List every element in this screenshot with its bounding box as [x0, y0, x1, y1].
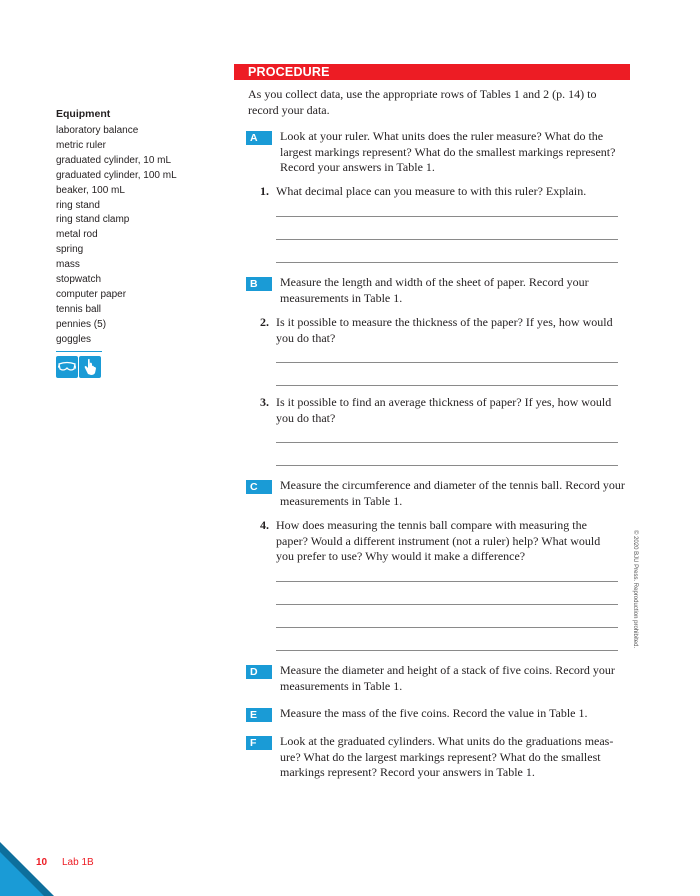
step-text-d: Measure the diameter and height of a stack of five coins. Record your measurements in Table 1. [280, 663, 615, 693]
answer-line[interactable] [276, 216, 618, 217]
step-text-e: Measure the mass of the five coins. Record the value in Table 1. [280, 706, 588, 720]
answer-line[interactable] [276, 627, 618, 628]
answer-line[interactable] [276, 604, 618, 605]
equipment-item: metal rod [56, 229, 98, 241]
goggles-icon [56, 356, 78, 378]
step-badge-e: E [246, 708, 272, 722]
equipment-item: pennies (5) [56, 318, 107, 330]
equipment-item: graduated cylinder, 10 mL [56, 154, 172, 166]
question-text-3: Is it possible to find an average thickness of paper? If yes, how would you do that? [276, 395, 612, 425]
question-text-1: What decimal place can you measure to with this ruler? Explain. [276, 184, 587, 198]
procedure-header [234, 64, 630, 80]
equipment-title: Equipment [56, 108, 111, 120]
question-number-3: 3. [260, 395, 269, 409]
step-text-c: Measure the circumference and diameter of the tennis ball. Record your measurements in Table 1. [280, 478, 625, 508]
question-text-4: How does measuring the tennis ball compare with measuring the paper? Would a different instrument (not a ruler) help? What would you prefer to use? Why would it make a difference? [276, 518, 601, 564]
equipment-sidebar [56, 108, 186, 378]
lab-label: Lab 1B [62, 857, 94, 868]
question-number-1: 1. [260, 184, 269, 198]
answer-line[interactable] [276, 465, 618, 466]
step-text-a: Look at your ruler. What units does the ruler measure? What do the largest markings represent? What do the smallest markings represent? Record your answers in Table 1. [280, 129, 616, 175]
equipment-item: computer paper [56, 288, 127, 300]
answer-line[interactable] [276, 442, 618, 443]
step-badge-c: C [246, 480, 272, 494]
answer-line[interactable] [276, 262, 618, 263]
equipment-item: graduated cylinder, 100 mL [56, 169, 177, 181]
step-badge-a: A [246, 131, 272, 145]
question-number-4: 4. [260, 518, 269, 532]
equipment-item: goggles [56, 333, 92, 345]
equipment-item: tennis ball [56, 303, 102, 315]
step-text-f: Look at the graduated cylinders. What units do the graduations meas-ure? What do the largest markings represent? What do the smallest markings represent? Record your answers in Table 1. [280, 734, 614, 780]
answer-line[interactable] [276, 581, 618, 582]
equipment-item: ring stand [56, 199, 100, 211]
answer-line[interactable] [276, 650, 618, 651]
equipment-item: ring stand clamp [56, 214, 130, 226]
equipment-item: beaker, 100 mL [56, 184, 125, 196]
step-badge-b: B [246, 277, 272, 291]
copyright-notice: © 2020 BJU Press. Reproduction prohibited. [632, 530, 638, 649]
question-text-2: Is it possible to measure the thickness of the paper? If yes, how would you do that? [276, 315, 613, 345]
hand-icon [79, 356, 101, 378]
equipment-item: laboratory balance [56, 125, 139, 136]
equipment-item: mass [56, 259, 80, 271]
equipment-item: metric ruler [56, 139, 107, 151]
corner-decoration [0, 842, 60, 896]
answer-line[interactable] [276, 362, 618, 363]
procedure-title: PROCEDURE [248, 65, 330, 79]
procedure-intro: As you collect data, use the appropriate rows of Tables 1 and 2 (p. 14) to record your data. [248, 87, 597, 117]
question-number-2: 2. [260, 315, 269, 329]
step-text-b: Measure the length and width of the sheet of paper. Record your measurements in Table 1. [280, 275, 589, 305]
equipment-divider [56, 351, 102, 353]
safety-icons [56, 356, 186, 378]
equipment-item: spring [56, 244, 84, 256]
page-number: 10 [36, 857, 48, 868]
answer-line[interactable] [276, 239, 618, 240]
equipment-item: stopwatch [56, 274, 102, 286]
step-badge-d: D [246, 665, 272, 679]
step-badge-f: F [246, 736, 272, 750]
answer-line[interactable] [276, 385, 618, 386]
equipment-list [56, 124, 186, 348]
